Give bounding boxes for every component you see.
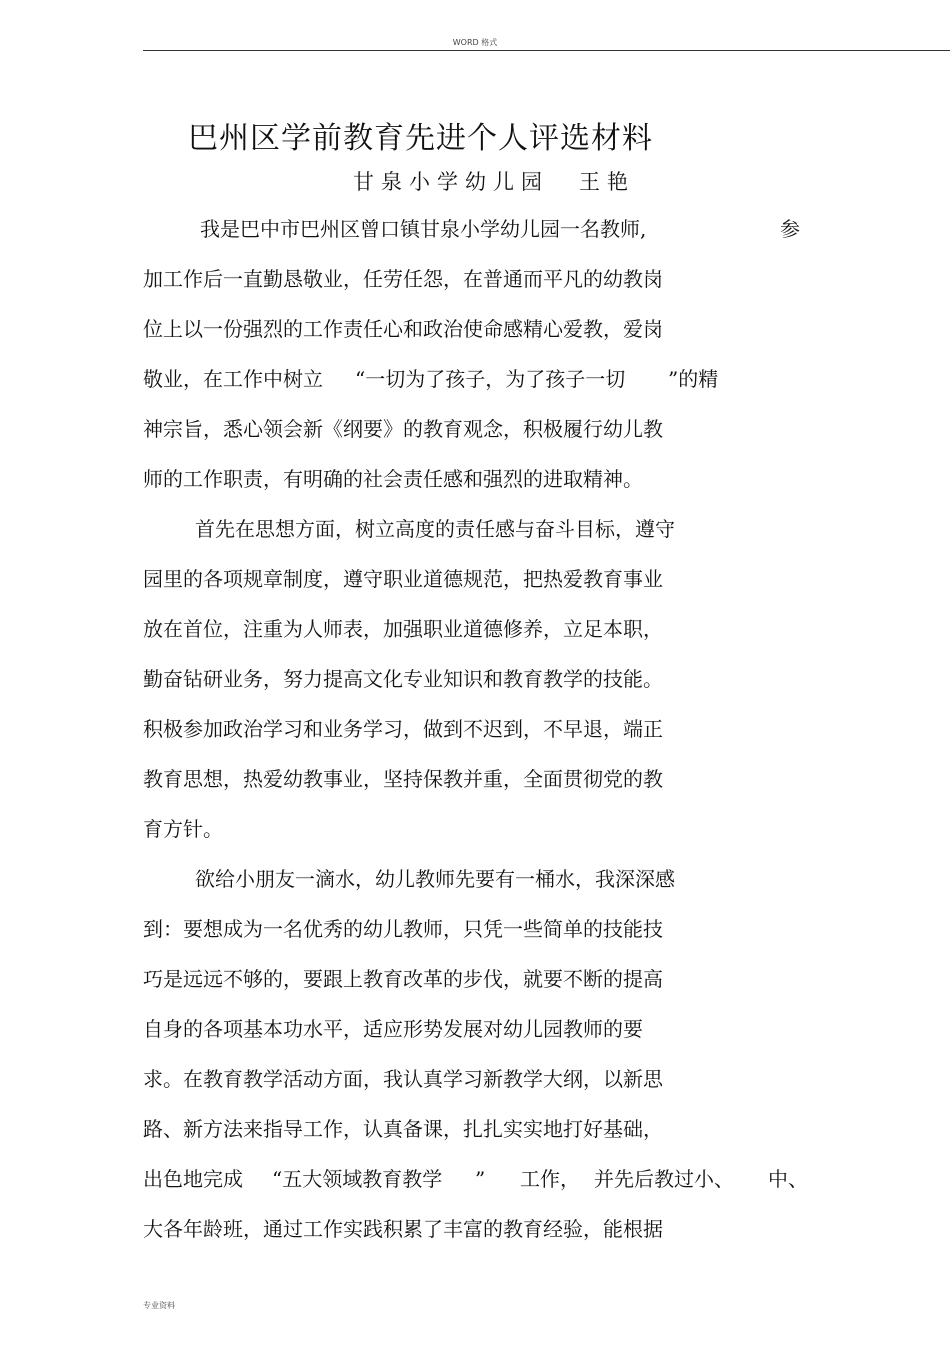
text-line: 巧是远远不够的，要跟上教育改革的步伐，就要不断的提高 <box>143 967 663 991</box>
text-line: “一切为了孩子，为了孩子一切 <box>355 367 626 391</box>
text-line: 参 <box>780 217 800 241</box>
text-line: 神宗旨，悉心领会新《纲要》的教育观念，积极履行幼儿教 <box>143 417 663 441</box>
text-line: 师的工作职责，有明确的社会责任感和强烈的进取精神。 <box>143 467 643 491</box>
text-line: 育方针。 <box>143 817 223 841</box>
page-footer: 专业资料 <box>143 1301 175 1310</box>
text-line: ”的精 <box>668 367 719 391</box>
author-name: 王艳 <box>579 170 635 194</box>
text-line: 勤奋钻研业务，努力提高文化专业知识和教育教学的技能。 <box>143 667 663 691</box>
text-line: 积极参加政治学习和业务学习，做到不迟到，不早退，端正 <box>143 717 663 741</box>
text-line: 出色地完成 <box>143 1167 243 1191</box>
text-line: “五大领域教育教学 <box>272 1167 443 1191</box>
text-line: 欲给小朋友一滴水，幼儿教师先要有一桶水，我深深感 <box>195 867 675 891</box>
text-line: 工作， <box>520 1167 580 1191</box>
text-line: 路、新方法来指导工作，认真备课，扎扎实实地打好基础， <box>143 1117 663 1141</box>
text-line: 我是巴中市巴州区曾口镇甘泉小学幼儿园一名教师, <box>200 217 647 241</box>
text-line: 园里的各项规章制度，遵守职业道德规范，把热爱教育事业 <box>143 567 663 591</box>
text-line: 教育思想，热爱幼教事业，坚持保教并重，全面贯彻党的教 <box>143 767 663 791</box>
text-line: 敬业，在工作中树立 <box>143 367 323 391</box>
document-subtitle <box>353 166 635 196</box>
text-line: 大各年龄班，通过工作实践积累了丰富的教育经验，能根据 <box>143 1217 663 1241</box>
text-line: 求。在教育教学活动方面，我认真学习新教学大纲，以新思 <box>143 1067 663 1091</box>
text-line: 加工作后一直勤恳敬业，任劳任怨，在普通而平凡的幼教岗 <box>143 267 663 291</box>
header-rule <box>143 50 950 51</box>
text-line: 放在首位，注重为人师表，加强职业道德修养，立足本职， <box>143 617 663 641</box>
text-line: 并先后教过小、 <box>594 1167 734 1191</box>
text-line: 首先在思想方面，树立高度的责任感与奋斗目标，遵守 <box>195 517 675 541</box>
text-line: ” <box>475 1167 486 1191</box>
school-name: 甘泉小学幼儿园 <box>353 170 549 194</box>
text-line: 位上以一份强烈的工作责任心和政治使命感精心爱教，爱岗 <box>143 317 663 341</box>
text-line: 中、 <box>768 1167 808 1191</box>
page-header: WORD 格式 <box>452 38 498 47</box>
document-title: 巴州区学前教育先进个人评选材料 <box>188 121 653 156</box>
text-line: 自身的各项基本功水平，适应形势发展对幼儿园教师的要 <box>143 1017 643 1041</box>
text-line: 到：要想成为一名优秀的幼儿教师，只凭一些简单的技能技 <box>143 917 663 941</box>
